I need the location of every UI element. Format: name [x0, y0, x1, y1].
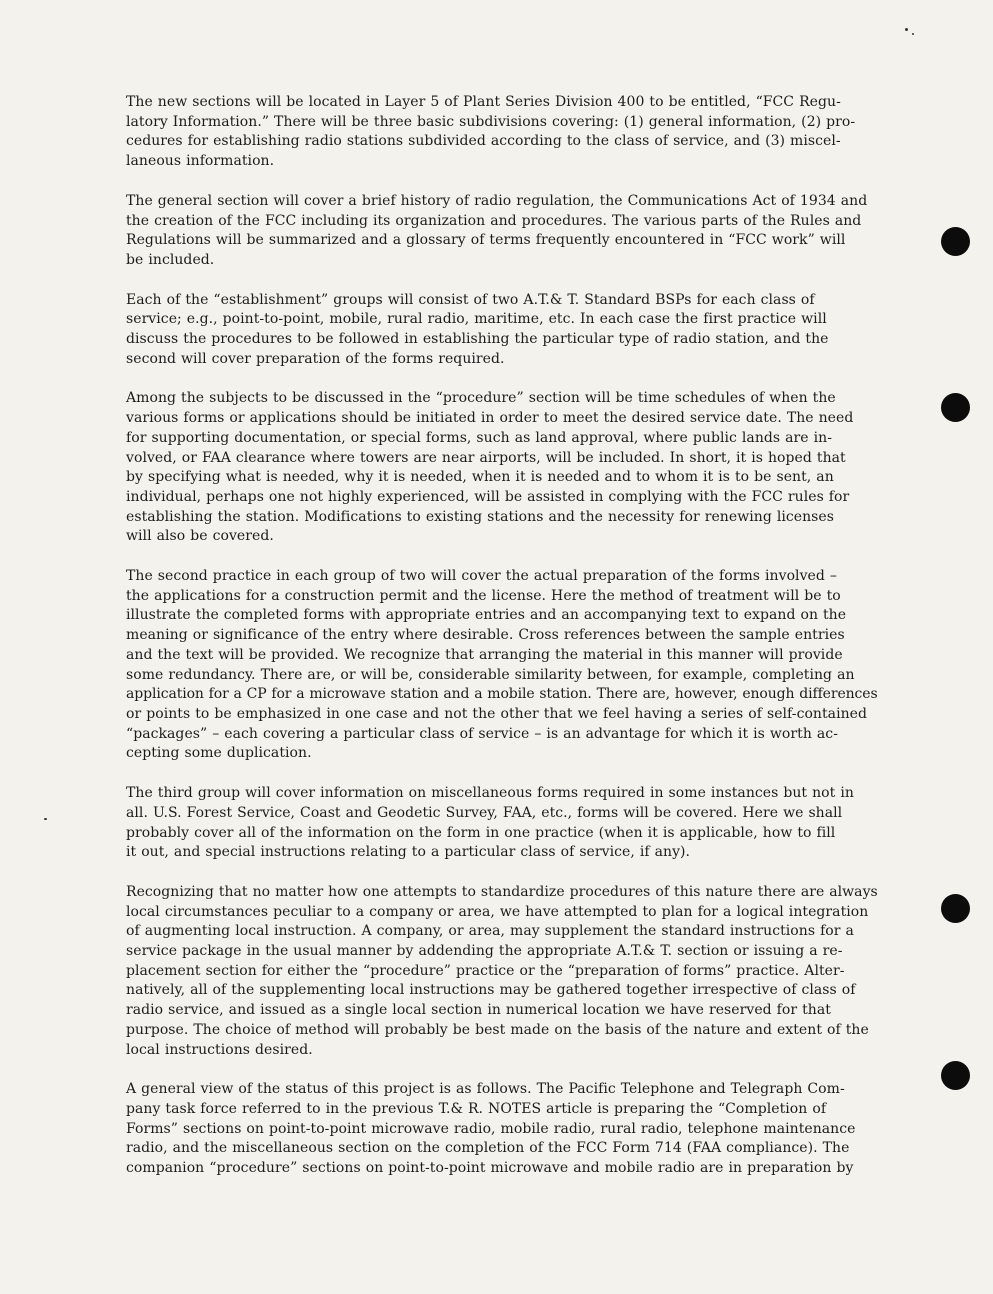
paragraph-local-circumstances	[126, 883, 878, 1060]
paragraph-procedure-subjects	[126, 389, 878, 547]
text-line: local circumstances peculiar to a company or area, we have attempted to plan for a logical integration	[126, 903, 869, 920]
text-line: radio service, and issued as a single local section in numerical location we have reserved for that	[126, 1002, 831, 1019]
text-line: The new sections will be located in Layer 5 of Plant Series Division 400 to be entitled, “FCC Regu-	[126, 94, 841, 110]
binder-hole	[941, 393, 970, 422]
text-line: The second practice in each group of two will cover the actual preparation of the forms involved –	[126, 568, 837, 585]
text-line: meaning or significance of the entry where desirable. Cross references between the sample entries	[126, 627, 845, 644]
paragraph-general-section	[126, 192, 878, 271]
paragraph-project-status	[126, 1080, 878, 1179]
text-line: establishing the station. Modifications to existing stations and the necessity for renewing licenses	[126, 508, 834, 525]
text-line: local instructions desired.	[126, 1041, 313, 1058]
text-line: for supporting documentation, or special forms, such as land approval, where public lands are in-	[126, 429, 832, 446]
text-line: the creation of the FCC including its organization and procedures. The various parts of the Rules and	[126, 212, 862, 229]
text-line: A general view of the status of this project is as follows. The Pacific Telephone and Telegraph Com-	[126, 1081, 845, 1098]
text-line: the applications for a construction permit and the license. Here the method of treatment will be to	[126, 587, 841, 604]
text-line: laneous information.	[126, 153, 275, 170]
text-line: volved, or FAA clearance where towers are near airports, will be included. In short, it is hoped that	[126, 449, 846, 466]
text-line: Among the subjects to be discussed in the “procedure” section will be time schedules of when the	[126, 390, 836, 407]
binder-hole	[941, 894, 970, 923]
paragraph-new-sections	[126, 93, 878, 172]
binder-hole	[941, 1061, 970, 1090]
text-line: cepting some duplication.	[126, 745, 312, 762]
paragraph-establishment-groups	[126, 291, 878, 370]
text-line: The general section will cover a brief history of radio regulation, the Communications Act of 1934 and	[126, 192, 868, 209]
text-line: purpose. The choice of method will probably be best made on the basis of the nature and extent of the	[126, 1021, 869, 1038]
binder-hole	[941, 227, 970, 256]
text-line: service; e.g., point-to-point, mobile, rural radio, maritime, etc. In each case the first practice will	[126, 311, 827, 328]
text-line: Forms” sections on point-to-point microwave radio, mobile radio, rural radio, telephone maintenance	[126, 1120, 856, 1137]
text-line: some redundancy. There are, or will be, considerable similarity between, for example, completing an	[126, 666, 855, 683]
text-line: all. U.S. Forest Service, Coast and Geodetic Survey, FAA, etc., forms will be covered. Here we shall	[126, 804, 843, 821]
text-line: be included.	[126, 251, 215, 268]
text-line: individual, perhaps one not highly experienced, will be assisted in complying with the FCC rules for	[126, 488, 850, 505]
text-line: pany task force referred to in the previous T.& R. NOTES article is preparing the “Completion of	[126, 1100, 827, 1117]
text-line: “packages” – each covering a particular class of service – is an advantage for which it is worth ac-	[126, 725, 838, 742]
text-line: it out, and special instructions relating to a particular class of service, if any).	[126, 844, 691, 861]
text-line: companion “procedure” sections on point-to-point microwave and mobile radio are in preparation by	[126, 1160, 854, 1177]
text-line: illustrate the completed forms with appropriate entries and an accompanying text to expand on the	[126, 607, 847, 624]
text-line: application for a CP for a microwave station and a mobile station. There are, however, enough differences	[126, 686, 878, 703]
text-line: of augmenting local instruction. A company, or area, may supplement the standard instructions for a	[126, 923, 854, 940]
text-line: Regulations will be summarized and a glossary of terms frequently encountered in “FCC work” will	[126, 232, 846, 249]
text-line: second will cover preparation of the forms required.	[126, 350, 505, 367]
text-line: natively, all of the supplementing local instructions may be gathered together irrespective of class of	[126, 982, 856, 999]
text-line: cedures for establishing radio stations subdivided according to the class of service, and (3) miscel-	[126, 133, 841, 150]
text-line: various forms or applications should be initiated in order to meet the desired service date. The need	[126, 410, 854, 427]
text-line: or points to be emphasized in one case and not the other that we feel having a series of self-contained	[126, 705, 868, 722]
scan-speck	[905, 28, 908, 31]
document-body	[126, 93, 878, 1199]
scan-speck	[912, 33, 914, 35]
text-line: probably cover all of the information on the form in one practice (when it is applicable, how to fill	[126, 824, 836, 841]
scan-speck	[44, 818, 47, 820]
text-line: by specifying what is needed, why it is needed, when it is needed and to whom it is to be sent, an	[126, 469, 834, 486]
text-line: Recognizing that no matter how one attempts to standardize procedures of this nature there are always	[126, 883, 878, 900]
text-line: discuss the procedures to be followed in establishing the particular type of radio station, and the	[126, 331, 829, 348]
text-line: radio, and the miscellaneous section on the completion of the FCC Form 714 (FAA compliance). The	[126, 1140, 850, 1157]
text-line: The third group will cover information on miscellaneous forms required in some instances but not in	[126, 785, 854, 802]
text-line: and the text will be provided. We recognize that arranging the material in this manner will provide	[126, 646, 843, 663]
paragraph-third-group	[126, 784, 878, 863]
text-line: will also be covered.	[126, 528, 274, 545]
text-line: placement section for either the “procedure” practice or the “preparation of forms” practice. Alter-	[126, 962, 845, 979]
text-line: Each of the “establishment” groups will consist of two A.T.& T. Standard BSPs for each class of	[126, 291, 815, 308]
paragraph-second-practice	[126, 567, 878, 764]
text-line: service package in the usual manner by addending the appropriate A.T.& T. section or issuing a re-	[126, 943, 843, 960]
text-line: latory Information.” There will be three basic subdivisions covering: (1) general information, (2) pro-	[126, 113, 856, 130]
